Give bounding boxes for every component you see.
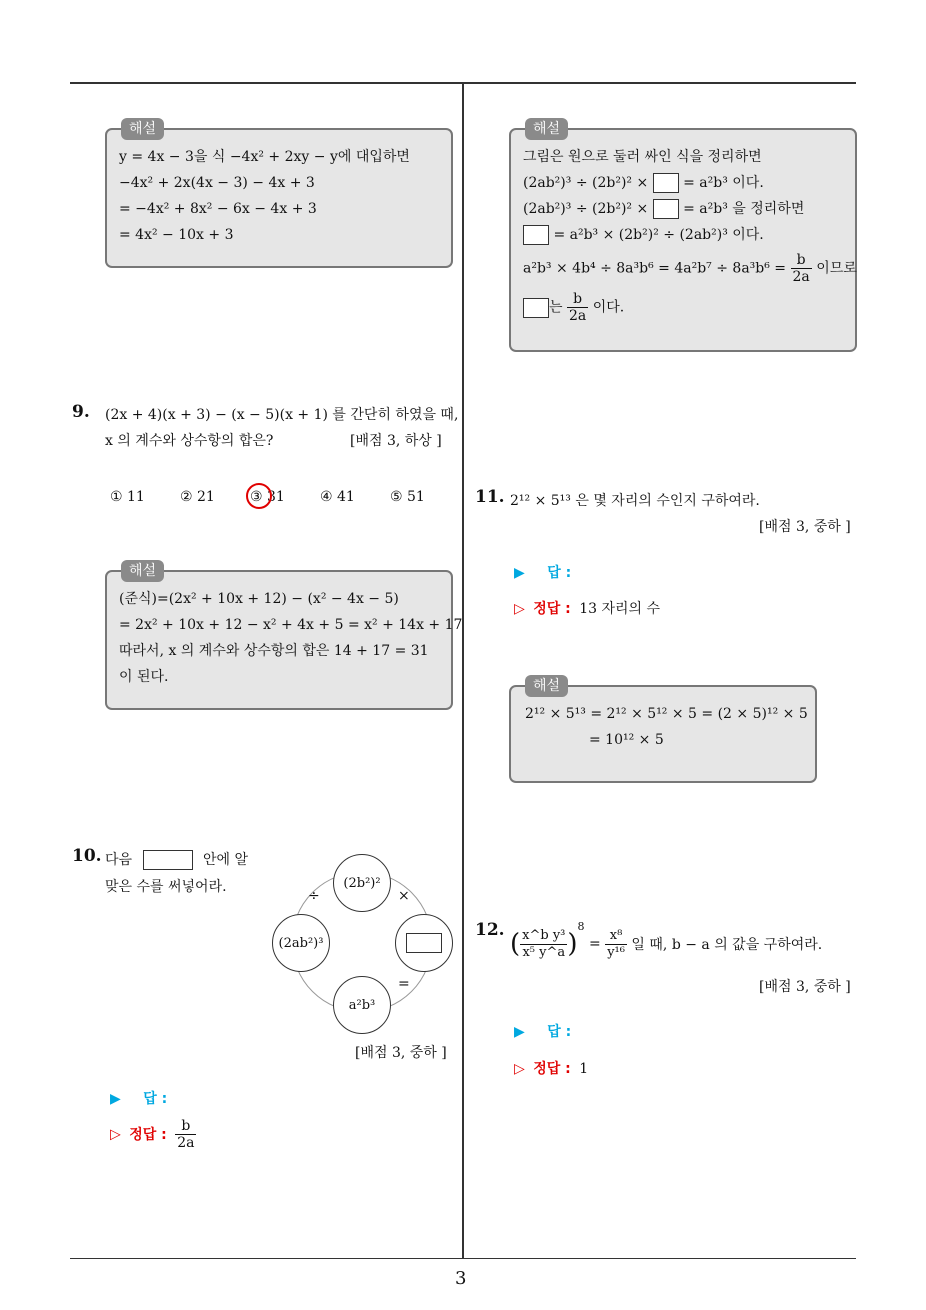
solution-tag: 해설 [525,675,568,697]
blank-box [653,199,679,219]
solution-line: 는 $\frac{b}{2a}$ 이다. [523,291,843,324]
blank-box[interactable] [406,933,442,953]
solution-line: 이 된다. [119,669,169,685]
column-divider [462,84,464,1259]
correct-answer-row [514,598,660,618]
blank-box[interactable] [143,850,193,870]
question-number: 12. [475,920,505,940]
blank-box [523,298,549,318]
fraction: $\frac{b}{2a}$ [792,252,810,285]
solution-line: (준식)=(2x² + 10x + 12) − (x² − 4x − 5) [119,591,399,607]
answer-row [110,1088,167,1108]
solution-line: (2ab²)³ ÷ (2b²)² × = a²b³ 을 정리하면 [523,201,805,217]
solution-line: 그림은 원으로 둘러 싸인 식을 정리하면 [523,149,762,165]
question-text: x 의 계수와 상수항의 합은? [105,433,274,449]
correct-arrow-icon: ▷ [110,1126,121,1143]
operator-multiply: × [398,888,410,904]
solution-line: 따라서, x 의 계수와 상수항의 합은 14 + 17 = 31 [119,643,429,659]
answer-label: 답 : [547,1024,572,1040]
lhs-fraction: $\frac{\text{x\textasciicircum{}b y³}}{\text{x⁵ y\textasciicircum{}a}}$ [522,927,566,960]
solution-line: a²b³ × 4b⁴ ÷ 8a³b⁶ = 4a²b⁷ ÷ 8a³b⁶ = $\frac{b}{2a}$ 이므로 [523,252,857,285]
score-label: [배점 3, 중하 ] [759,519,851,535]
circle-right[interactable] [395,914,453,972]
fraction: $\frac{b}{2a}$ [568,291,587,324]
correct-answer-row [514,1058,588,1078]
solution-line: (2ab²)³ ÷ (2b²)² × = a²b³ 이다. [523,175,764,191]
question-text: 맞은 수를 써넣어라. [105,879,227,895]
solution-tag: 해설 [121,560,164,582]
correct-arrow-icon: ▷ [514,1061,525,1077]
page-number: 3 [455,1268,467,1289]
circle-diagram [270,852,450,1024]
question-number: 9. [72,402,90,422]
solution-box-q8 [105,121,453,268]
score-label: [배점 3, 중하 ] [355,1045,447,1061]
question-text: 일 때, b − a 의 값을 구하여라. [631,937,823,953]
solution-tag: 해설 [525,118,568,140]
correct-label: 정답 : [129,1126,167,1143]
answer-arrow-icon: ▶ [110,1091,121,1107]
operator-divide: ÷ [308,888,320,904]
solution-box-q9 [105,563,463,710]
correct-fraction: $\frac{b}{2a}$ [177,1118,195,1151]
choice-4[interactable]: ④ 41 [320,489,355,505]
question-number: 10. [72,846,102,866]
solution-box-q10 [509,121,857,352]
choice-5[interactable]: ⑤ 51 [390,489,425,505]
question-expression: ( $\frac{\text{x\textasciicircum{}b y³}}{\text{x⁵ y\textasciicircum{}a}}$ )$^8$ = $\frac{\text{x⁸}}{\text{y¹⁶}}$ 일 때, b − a 의 값을 구하여라. [510,920,823,960]
question-number: 11. [475,487,505,507]
blank-box [653,173,679,193]
solution-line: = −4x² + 8x² − 6x − 4x + 3 [119,201,317,217]
answer-row [514,562,571,582]
correct-value: 1 [579,1061,589,1077]
score-label: [배점 3, 하상 ] [350,433,442,449]
solution-line: = 10¹² × 5 [589,732,664,748]
correct-arrow-icon: ▷ [514,601,525,617]
correct-label: 정답 : [533,1061,571,1077]
solution-line: = 2x² + 10x + 12 − x² + 4x + 5 = x² + 14x + 17 [119,617,463,633]
solution-line: 2¹² × 5¹³ = 2¹² × 5¹² × 5 = (2 × 5)¹² × 5 [525,706,808,722]
question-text [105,849,248,870]
solution-box-q11 [509,678,817,783]
solution-line: = 4x² − 10x + 3 [119,227,234,243]
question-text: 2¹² × 5¹³ 은 몇 자리의 수인지 구하여라. [510,493,760,509]
correct-label: 정답 : [533,601,571,617]
answer-label: 답 : [143,1091,168,1107]
answer-arrow-icon: ▶ [514,1024,525,1040]
score-label: [배점 3, 중하 ] [759,979,851,995]
answer-arrow-icon: ▶ [514,565,525,581]
choice-3[interactable]: ③ 31 [250,489,285,505]
circle-left: (2ab²)³ [272,914,330,972]
selected-choice-mark [246,483,272,509]
choice-1[interactable]: ① 11 [110,489,145,505]
correct-value: 13 자리의 수 [579,601,661,617]
solution-line: −4x² + 2x(4x − 3) − 4x + 3 [119,175,315,191]
blank-box [523,225,549,245]
solution-tag: 해설 [121,118,164,140]
circle-bottom: a²b³ [333,976,391,1034]
answer-label: 답 : [547,565,572,581]
question-text: (2x + 4)(x + 3) − (x − 5)(x + 1) 를 간단히 하였을 때, [105,407,459,423]
question-text-b: 안에 알 [202,852,248,868]
circle-top: (2b²)² [333,854,391,912]
answer-row [514,1021,571,1041]
solution-line: = a²b³ × (2b²)² ÷ (2ab²)³ 이다. [523,222,843,248]
choice-list [110,489,450,511]
question-text-a: 다음 [105,852,133,868]
choice-2[interactable]: ② 21 [180,489,215,505]
solution-line: y = 4x − 3을 식 −4x² + 2xy − y에 대입하면 [119,149,410,165]
correct-answer-row [110,1118,196,1151]
bottom-rule [70,1258,856,1259]
operator-equals: = [398,976,410,992]
rhs-fraction: $\frac{\text{x⁸}}{\text{y¹⁶}}$ [607,927,625,960]
